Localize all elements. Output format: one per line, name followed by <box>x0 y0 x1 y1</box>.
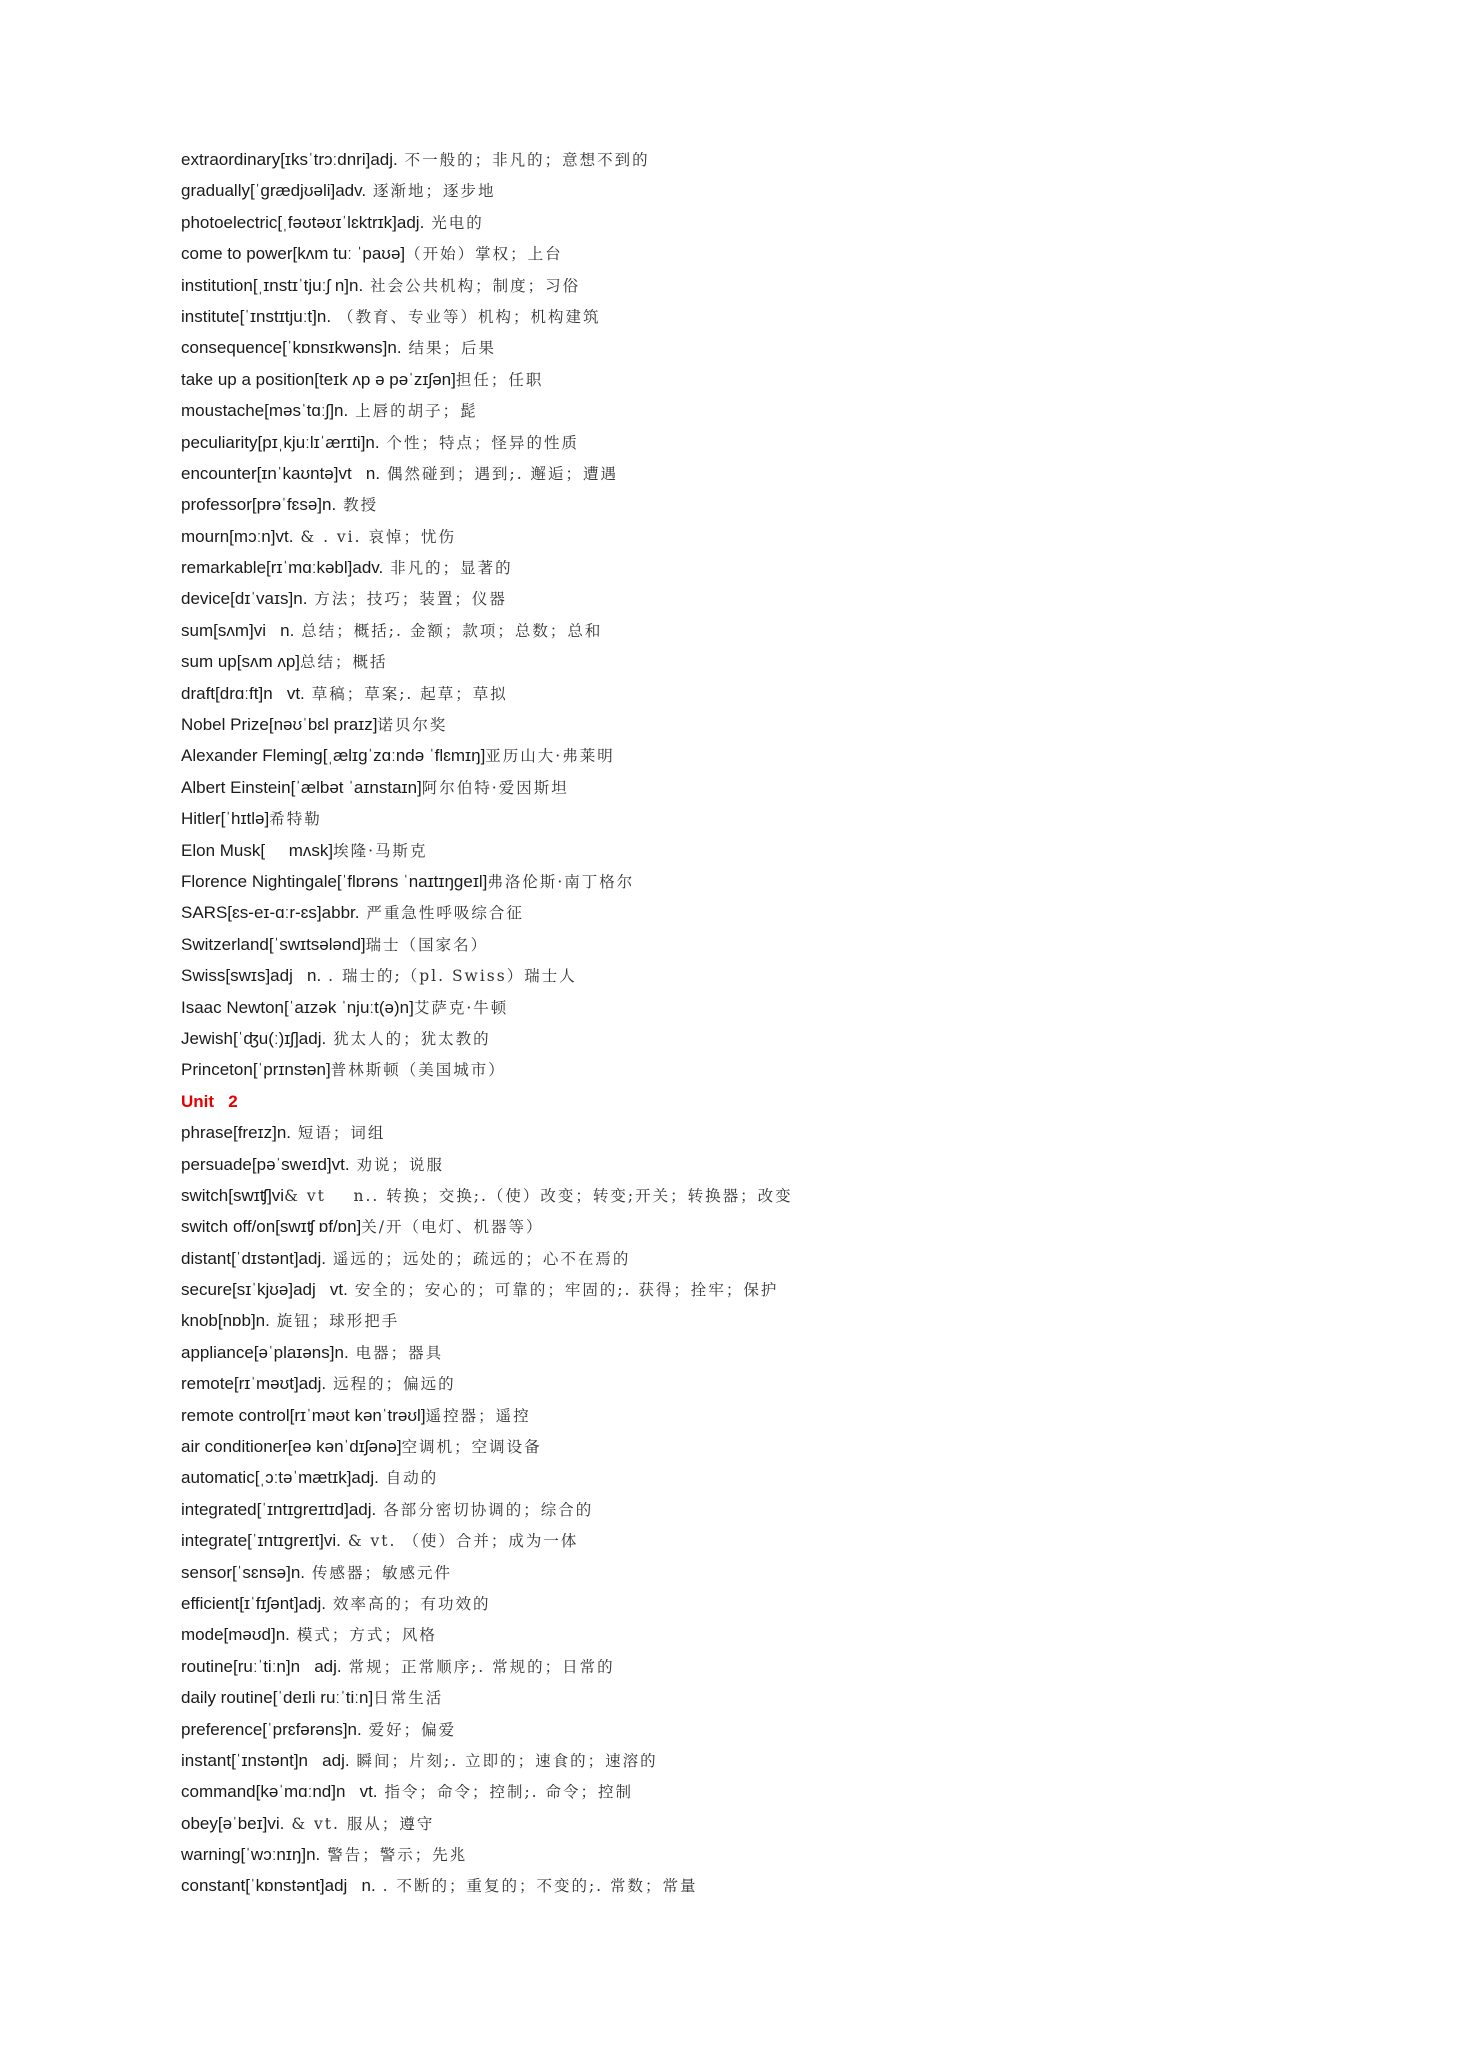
entry-term: appliance[əˈplaɪəns]n. <box>181 1342 349 1362</box>
vocab-entry <box>181 615 1381 646</box>
vocab-entry <box>181 521 1381 552</box>
vocab-entry <box>181 1808 1381 1839</box>
vocab-entry <box>181 1557 1381 1588</box>
entry-term: consequence[ˈkɒnsɪkwəns]n. <box>181 338 402 358</box>
entry-gloss: 个性；特点；怪异的性质 <box>379 433 580 452</box>
entry-term: Hitler[ˈhɪtlə] <box>181 809 270 829</box>
vocab-entry <box>181 458 1381 489</box>
vocab-entry <box>181 1431 1381 1462</box>
entry-term: efficient[ɪˈfɪʃənt]adj. <box>181 1593 327 1613</box>
entry-gloss: & vt n.. 转换；交换;.（使）改变；转变;开关；转换器；改变 <box>284 1186 793 1205</box>
entry-gloss: 劝说；说服 <box>349 1155 445 1174</box>
vocab-entry <box>181 207 1381 238</box>
entry-term: mode[məʊd]n. <box>181 1625 290 1645</box>
entry-gloss: 担任；任职 <box>455 370 544 389</box>
vocab-entry <box>181 1400 1381 1431</box>
entry-gloss: 遥远的；远处的；疏远的；心不在焉的 <box>325 1249 631 1268</box>
entry-term: sum[sʌm]vi n. <box>181 620 295 640</box>
entry-term: Princeton[ˈprɪnstən] <box>181 1060 331 1080</box>
entry-term: institute[ˈɪnstɪtjuːt]n. <box>181 306 332 326</box>
entry-gloss: 教授 <box>336 496 379 515</box>
entry-gloss: 草稿；草案;. 起草；草拟 <box>304 684 508 703</box>
entry-term: moustache[məsˈtɑːʃ]n. <box>181 401 349 421</box>
entry-gloss: 希特勒 <box>269 810 322 829</box>
entry-gloss: 模式；方式；风格 <box>289 1626 437 1645</box>
vocab-entry <box>181 709 1381 740</box>
entry-term: device[dɪˈvaɪs]n. <box>181 589 308 609</box>
entry-gloss: 逐渐地；逐步地 <box>366 182 496 201</box>
entry-gloss: 日常生活 <box>373 1689 444 1708</box>
entry-gloss: 短语；词组 <box>291 1124 386 1143</box>
vocab-entry <box>181 1651 1381 1682</box>
vocab-entry <box>181 301 1381 332</box>
vocabulary-list <box>181 144 1381 1902</box>
vocab-entry <box>181 1180 1381 1211</box>
entry-term: peculiarity[pɪˌkjuːlɪˈærɪti]n. <box>181 432 380 452</box>
vocab-entry <box>181 1870 1381 1901</box>
entry-term: Swiss[swɪs]adj n. <box>181 966 322 986</box>
entry-gloss: 不一般的；非凡的；意想不到的 <box>397 151 650 169</box>
vocab-entry <box>181 1243 1381 1274</box>
entry-term: integrated[ˈɪntɪɡreɪtɪd]adj. <box>181 1499 377 1519</box>
entry-term: Florence Nightingale[ˈflɒrəns ˈnaɪtɪŋɡeɪl] <box>181 871 488 891</box>
entry-term: Elon Musk[ mʌsk] <box>181 840 334 860</box>
entry-gloss: 普林斯顿（美国城市） <box>330 1061 506 1080</box>
entry-term: sum up[sʌm ʌp] <box>181 652 301 672</box>
entry-term: switch off/on[swɪʧ ɒf/ɒn] <box>181 1217 362 1237</box>
entry-gloss: 光电的 <box>424 213 484 232</box>
vocab-entry <box>181 1525 1381 1556</box>
vocab-entry <box>181 1619 1381 1650</box>
entry-term: Alexander Fleming[ˌælɪɡˈzɑːndə ˈflɛmɪŋ] <box>181 746 486 766</box>
entry-term: distant[ˈdɪstənt]adj. <box>181 1248 326 1268</box>
entry-gloss: 艾萨克·牛顿 <box>413 998 509 1017</box>
entry-term: gradually[ˈɡrædjʊəli]adv. <box>181 181 367 201</box>
entry-term: constant[ˈkɒnstənt]adj n. <box>181 1876 376 1896</box>
entry-gloss: 遥控器；遥控 <box>425 1406 531 1425</box>
entry-gloss: 各部分密切协调的；综合的 <box>376 1500 594 1519</box>
entry-term: daily routine[ˈdeɪli ruːˈtiːn] <box>181 1688 374 1708</box>
entry-term: draft[drɑːft]n vt. <box>181 683 305 703</box>
entry-gloss: 方法；技巧；装置；仪器 <box>307 590 507 609</box>
entry-gloss: 自动的 <box>378 1469 439 1488</box>
entry-gloss: 传感器；敏感元件 <box>305 1563 452 1582</box>
vocab-entry <box>181 1776 1381 1807</box>
entry-term: warning[ˈwɔːnɪŋ]n. <box>181 1845 321 1865</box>
vocab-entry <box>181 1462 1381 1493</box>
entry-gloss: 安全的；安心的；可靠的；牢固的;. 获得；拴牢；保护 <box>347 1281 779 1300</box>
entry-gloss: 空调机；空调设备 <box>401 1438 542 1457</box>
entry-gloss: & vt. 服从；遵守 <box>284 1814 435 1833</box>
unit-2-heading: Unit 2 <box>181 1091 238 1111</box>
entry-gloss: 偶然碰到；遇到;. 邂逅；遭遇 <box>380 464 619 483</box>
entry-term: Nobel Prize[nəʊˈbɛl praɪz] <box>181 715 378 735</box>
entry-gloss: 远程的；偏远的 <box>326 1375 456 1394</box>
vocab-entry <box>181 1682 1381 1713</box>
entry-term: switch[swɪʧ]vi <box>181 1185 285 1205</box>
entry-term: extraordinary[ɪksˈtrɔːdnri]adj. <box>181 150 398 169</box>
vocab-entry <box>181 552 1381 583</box>
entry-term: remarkable[rɪˈmɑːkəbl]adv. <box>181 558 384 578</box>
entry-term: remote control[rɪˈməʊt kənˈtrəʊl] <box>181 1405 426 1425</box>
entry-gloss: . 不断的；重复的；不变的;. 常数；常量 <box>375 1877 698 1896</box>
entry-term: institution[ˌɪnstɪˈtjuːʃ n]n. <box>181 275 364 295</box>
vocab-entry <box>181 1054 1381 1085</box>
entry-gloss: 关/开（电灯、机器等） <box>361 1218 544 1237</box>
vocab-entry <box>181 1588 1381 1619</box>
vocab-entry <box>181 960 1381 991</box>
entry-gloss: 电器；器具 <box>348 1343 444 1362</box>
entry-term: sensor[ˈsɛnsə]n. <box>181 1562 306 1582</box>
vocab-entry <box>181 1494 1381 1525</box>
entry-gloss: 社会公共机构；制度；习俗 <box>363 276 581 295</box>
entry-gloss: . 瑞士的;（pl. Swiss）瑞士人 <box>321 967 577 986</box>
entry-term: professor[prəˈfɛsə]n. <box>181 495 337 515</box>
entry-term: routine[ruːˈtiːn]n adj. <box>181 1656 342 1676</box>
entry-term: air conditioner[eə kənˈdɪʃənə] <box>181 1437 402 1457</box>
vocab-entry <box>181 866 1381 897</box>
entry-term: instant[ˈɪnstənt]n adj. <box>181 1750 350 1770</box>
entry-term: knob[nɒb]n. <box>181 1311 270 1331</box>
entry-gloss: 埃隆·马斯克 <box>333 841 428 860</box>
vocab-entry <box>181 1714 1381 1745</box>
entry-gloss: 犹太人的；犹太教的 <box>326 1029 491 1048</box>
entry-gloss: 上唇的胡子；髭 <box>348 402 478 421</box>
vocab-entry <box>181 1274 1381 1305</box>
entry-gloss: 瞬间；片刻;. 立即的；速食的；速溶的 <box>349 1751 658 1770</box>
vocab-entry <box>181 992 1381 1023</box>
entry-term: obey[əˈbeɪ]vi. <box>181 1813 285 1833</box>
entry-gloss: & vt. （使）合并；成为一体 <box>340 1532 579 1551</box>
vocab-entry <box>181 1023 1381 1054</box>
vocab-entry <box>181 897 1381 928</box>
entry-gloss: 指令；命令；控制;. 命令；控制 <box>377 1783 634 1802</box>
entry-term: phrase[freɪz]n. <box>181 1123 291 1143</box>
entry-term: Isaac Newton[ˈaɪzək ˈnjuːt(ə)n] <box>181 997 414 1017</box>
vocab-entry <box>181 1305 1381 1336</box>
vocab-entry <box>181 803 1381 834</box>
vocab-entry <box>181 835 1381 866</box>
entry-term: Switzerland[ˈswɪtsələnd] <box>181 934 366 954</box>
entry-gloss: 爱好；偏爱 <box>361 1720 457 1739</box>
entry-gloss: 总结；概括;. 金额；款项；总数；总和 <box>294 621 603 640</box>
vocab-entry <box>181 1337 1381 1368</box>
vocab-entry <box>181 929 1381 960</box>
vocab-entry <box>181 489 1381 520</box>
vocab-entry <box>181 395 1381 426</box>
entry-gloss: 常规；正常顺序;. 常规的；日常的 <box>341 1657 615 1676</box>
entry-gloss: 旋钮；球形把手 <box>269 1312 400 1331</box>
entry-term: secure[sɪˈkjʊə]adj vt. <box>181 1280 348 1300</box>
vocab-entry <box>181 175 1381 206</box>
entry-term: encounter[ɪnˈkaʊntə]vt n. <box>181 463 381 483</box>
entry-term: mourn[mɔːn]vt. <box>181 526 294 546</box>
vocab-entry <box>181 144 1381 175</box>
entry-gloss: & . vi. 哀悼；忧伤 <box>293 527 456 546</box>
entry-gloss: 结果；后果 <box>401 339 497 358</box>
vocab-entry <box>181 1117 1381 1148</box>
entry-term: remote[rɪˈməʊt]adj. <box>181 1374 327 1394</box>
entry-gloss: （教育、专业等）机构；机构建筑 <box>331 307 601 326</box>
entry-gloss: 诺贝尔奖 <box>377 716 448 735</box>
vocab-entry <box>181 646 1381 677</box>
entry-gloss: 阿尔伯特·爱因斯坦 <box>421 778 569 797</box>
entry-term: Albert Einstein[ˈælbət ˈaɪnstaɪn] <box>181 777 422 797</box>
entry-gloss: 警告；警示；先兆 <box>320 1846 468 1865</box>
vocab-entry <box>181 332 1381 363</box>
vocab-entry <box>181 1368 1381 1399</box>
entry-gloss: 亚历山大·弗莱明 <box>485 747 615 766</box>
entry-term: SARS[ɛs-eɪ-ɑːr-ɛs]abbr. <box>181 903 360 923</box>
vocab-entry <box>181 427 1381 458</box>
vocab-entry <box>181 1149 1381 1180</box>
vocab-entry <box>181 1839 1381 1870</box>
entry-gloss: （开始）掌权；上台 <box>405 245 563 264</box>
entry-term: Jewish[ˈʤu(ː)ɪʃ]adj. <box>181 1028 327 1048</box>
entry-term: persuade[pəˈsweɪd]vt. <box>181 1154 350 1174</box>
entry-gloss: 严重急性呼吸综合征 <box>359 904 524 923</box>
entry-term: integrate[ˈɪntɪɡreɪt]vi. <box>181 1531 341 1551</box>
entry-term: preference[ˈprɛfərəns]n. <box>181 1719 362 1739</box>
entry-term: take up a position[teɪk ʌp ə pəˈzɪʃən] <box>181 369 456 389</box>
entry-gloss: 效率高的；有功效的 <box>326 1594 491 1613</box>
vocab-entry <box>181 1211 1381 1242</box>
entry-term: photoelectric[ˌfəʊtəʊɪˈlɛktrɪk]adj. <box>181 212 425 232</box>
entry-gloss: 非凡的；显著的 <box>383 559 513 578</box>
vocab-entry <box>181 678 1381 709</box>
entry-gloss: 瑞士（国家名） <box>365 935 489 954</box>
vocab-entry <box>181 364 1381 395</box>
entry-gloss: 总结；概括 <box>300 653 388 672</box>
entry-term: come to power[kʌm tuː ˈpaʊə] <box>181 244 406 264</box>
entry-gloss: 弗洛伦斯·南丁格尔 <box>487 872 635 891</box>
entry-term: automatic[ˌɔːtəˈmætɪk]adj. <box>181 1468 379 1488</box>
vocab-entry <box>181 740 1381 771</box>
vocab-entry <box>181 583 1381 614</box>
vocab-entry <box>181 238 1381 269</box>
vocab-entry <box>181 270 1381 301</box>
vocab-entry <box>181 1745 1381 1776</box>
entry-term: command[kəˈmɑːnd]n vt. <box>181 1782 378 1802</box>
vocab-entry <box>181 772 1381 803</box>
